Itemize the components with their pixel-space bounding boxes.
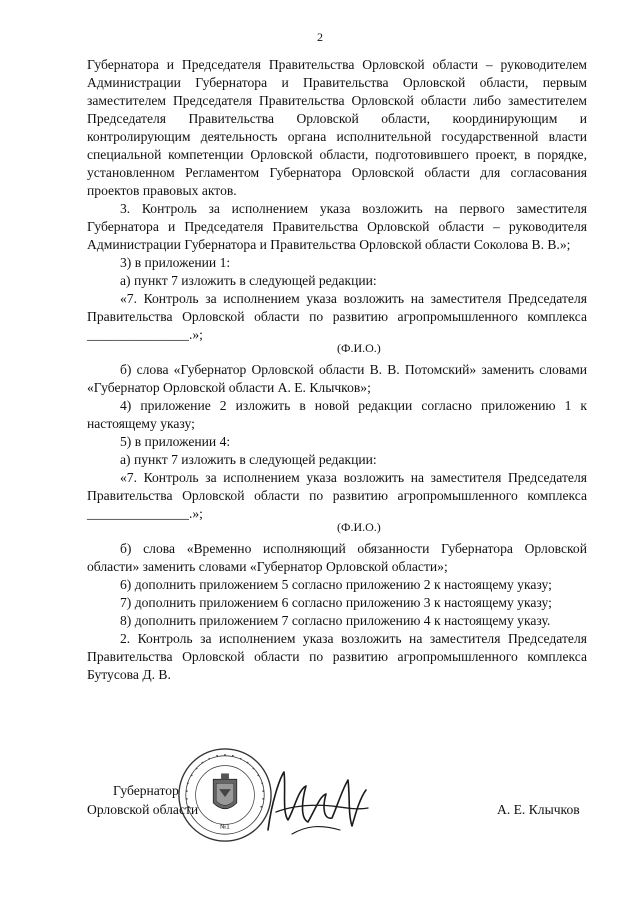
signatory-title-line2: Орловской области [87,802,199,817]
page-number: 2 [317,30,323,44]
signatory-title [87,781,198,819]
paragraph: 7) дополнить приложением 6 согласно приложению 3 к настоящему указу; [120,595,552,610]
paragraph: 3) в приложении 1: [120,255,231,270]
paragraph: «7. Контроль за исполнением указа возложить на заместителя Председателя Правительства Орловской области по развитию агропромышленного комплекса _______________.»; [87,470,587,521]
paragraph: 6) дополнить приложением 5 согласно приложению 2 к настоящему указу; [120,577,552,592]
paragraph: «7. Контроль за исполнением указа возложить на заместителя Председателя Правительства Орловской области по развитию агропромышленного комплекса _______________.»; [87,291,587,342]
paragraph: а) пункт 7 изложить в следующей редакции: [120,273,377,288]
signatory-name: А. Е. Клычков [497,802,580,817]
fio-caption: (Ф.И.О.) [337,341,381,355]
paragraph: Губернатора и Председателя Правительства Орловской области – руководителем Администрации Губернатора и Правительства Орловской области, первым заместителем Председателя Правительства Орловской области либо заместителем Председателя Правительства Орловской области, координирующим и контролирующим деятельность органа исполнительной государственной власти специальной компетенции Орловской области, подготовившего проект, в порядке, установленном Регламентом Губернатора Орловской области для согласования проектов правовых актов. [87,57,587,198]
handwritten-signature [262,760,372,846]
signatory-title-line1: Губернатор [113,783,179,798]
paragraph: 5) в приложении 4: [120,434,231,449]
fio-caption-row [87,341,587,358]
fio-caption: (Ф.И.О.) [337,520,381,534]
document-body [87,56,587,684]
paragraph: а) пункт 7 изложить в следующей редакции: [120,452,377,467]
fio-caption-row [87,520,587,537]
paragraph: 3. Контроль за исполнением указа возложить на первого заместителя Губернатора и Председателя Правительства Орловской области – руководителя Администрации Губернатора и Правительства Орловской области Соколова В. В.»; [87,201,587,252]
paragraph: б) слова «Губернатор Орловской области В. В. Потомский» заменить словами «Губернатор Орловской области А. Е. Клычков»; [87,362,587,395]
paragraph: б) слова «Временно исполняющий обязанности Губернатора Орловской области» заменить словами «Губернатор Орловской области»; [87,541,587,574]
paragraph: 4) приложение 2 изложить в новой редакции согласно приложению 1 к настоящему указу; [87,398,587,431]
paragraph: 8) дополнить приложением 7 согласно приложению 4 к настоящему указу. [120,613,551,628]
svg-text:№1: №1 [220,824,230,831]
paragraph: 2. Контроль за исполнением указа возложить на заместителя Председателя Правительства Орловской области по развитию агропромышленного комплекса Бутусова Д. В. [87,631,587,682]
